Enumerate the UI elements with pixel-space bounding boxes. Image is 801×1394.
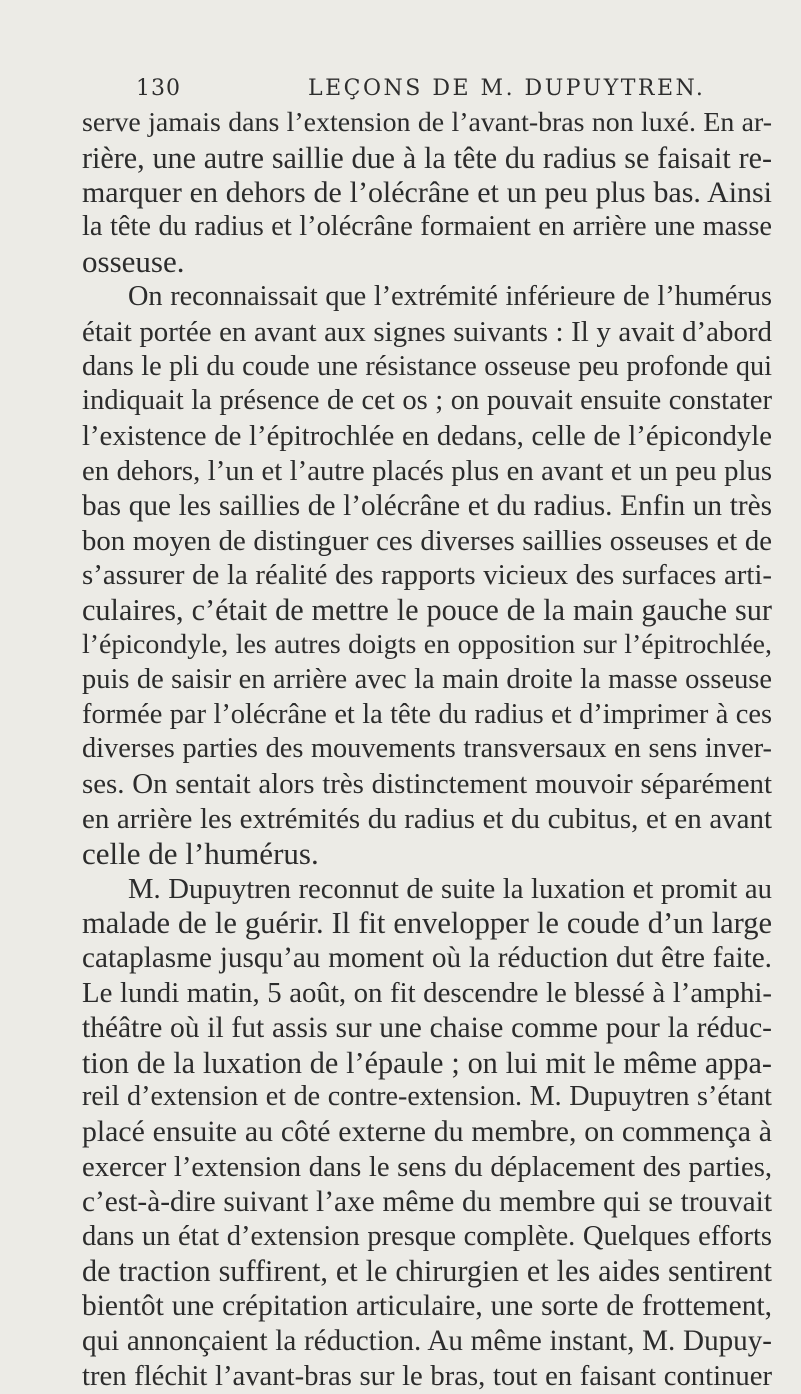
text-line: tren fléchit l’avant-bras sur le bras, tout en faisant continuer bbox=[82, 1359, 772, 1392]
text-line: cataplasme jusqu’au moment où la réduction dut être faite. bbox=[82, 942, 772, 975]
text-line: formée par l’olécrâne et la tête du radius et d’imprimer à ces bbox=[82, 698, 772, 730]
text-line: c’est-à-dire suivant l’axe même du membre qui se trouvait bbox=[82, 1185, 772, 1218]
paragraph-first-line: M. Dupuytren reconnut de suite la luxation et promit au bbox=[128, 872, 772, 905]
text-line: tion de la luxation de l’épaule ; on lui mit le même appa- bbox=[82, 1045, 772, 1080]
running-head bbox=[82, 70, 706, 106]
text-line: de traction suffirent, et le chirurgien et les aides sentirent bbox=[82, 1254, 772, 1289]
text-line: puis de saisir en arrière avec la main droite la masse osseuse bbox=[82, 663, 772, 695]
text-line: en dehors, l’un et l’autre placés plus en avant et un peu plus bbox=[82, 454, 772, 487]
text-line: Le lundi matin, 5 août, on fit descendre le blessé à l’amphi- bbox=[82, 976, 772, 1009]
text-line: rière, une autre saillie due à la tête du radius se faisait re- bbox=[82, 140, 772, 175]
text-line: reil d’extension et de contre-extension. M. Dupuytren s’étant bbox=[82, 1081, 772, 1113]
text-line: exercer l’extension dans le sens du déplacement des parties, bbox=[82, 1150, 772, 1183]
text-line: était portée en avant aux signes suivants : Il y avait d’abord bbox=[82, 315, 772, 348]
text-line: bas que les saillies de l’olécrâne et du radius. Enfin un très bbox=[82, 489, 772, 522]
text-line: qui annonçaient la réduction. Au même instant, M. Dupuy- bbox=[82, 1324, 772, 1357]
text-line: la tête du radius et l’olécrâne formaient en arrière une masse bbox=[82, 211, 772, 243]
text-line: bientôt une crépitation articulaire, une sorte de frottement, bbox=[82, 1290, 772, 1323]
body-text bbox=[82, 106, 772, 1393]
text-line: diverses parties des mouvements transversaux en sens inver- bbox=[82, 733, 772, 765]
text-line: bon moyen de distinguer ces diverses saillies osseuses et de bbox=[82, 524, 772, 557]
text-line: ses. On sentait alors très distinctement mouvoir séparément bbox=[82, 768, 772, 801]
text-line: osseuse. bbox=[82, 245, 185, 280]
text-line: dans le pli du coude une résistance osseuse peu profonde qui bbox=[82, 350, 772, 382]
text-line: marquer en dehors de l’olécrâne et un peu plus bas. Ainsi bbox=[82, 175, 772, 209]
text-line: culaires, c’était de mettre le pouce de la main gauche sur bbox=[82, 593, 772, 628]
text-line: malade de le guérir. Il fit envelopper le coude d’un large bbox=[82, 906, 772, 941]
text-line: en arrière les extrémités du radius et du cubitus, et en avant bbox=[82, 802, 772, 835]
running-title: LEÇONS DE M. DUPUYTREN. bbox=[308, 76, 706, 101]
text-line: serve jamais dans l’extension de l’avant-bras non luxé. En ar- bbox=[82, 107, 772, 138]
text-line: celle de l’humérus. bbox=[82, 836, 319, 871]
text-line: indiquait la présence de cet os ; on pouvait ensuite constater bbox=[82, 385, 772, 417]
text-line: l’épicondyle, les autres doigts en opposition sur l’épitrochlée, bbox=[82, 628, 772, 660]
page-number: 130 bbox=[136, 76, 181, 101]
text-line: s’assurer de la réalité des rapports vicieux des surfaces arti- bbox=[82, 559, 772, 592]
text-line: l’existence de l’épitrochlée en dedans, celle de l’épicondyle bbox=[82, 420, 772, 453]
paragraph-first-line: On reconnaissait que l’extrémité inférieure de l’humérus bbox=[128, 280, 772, 312]
text-line: placé ensuite au côté externe du membre, on commença à bbox=[82, 1115, 772, 1149]
text-line: dans un état d’extension presque complète. Quelques efforts bbox=[82, 1220, 772, 1252]
text-line: théâtre où il fut assis sur une chaise comme pour la réduc- bbox=[82, 1011, 772, 1044]
